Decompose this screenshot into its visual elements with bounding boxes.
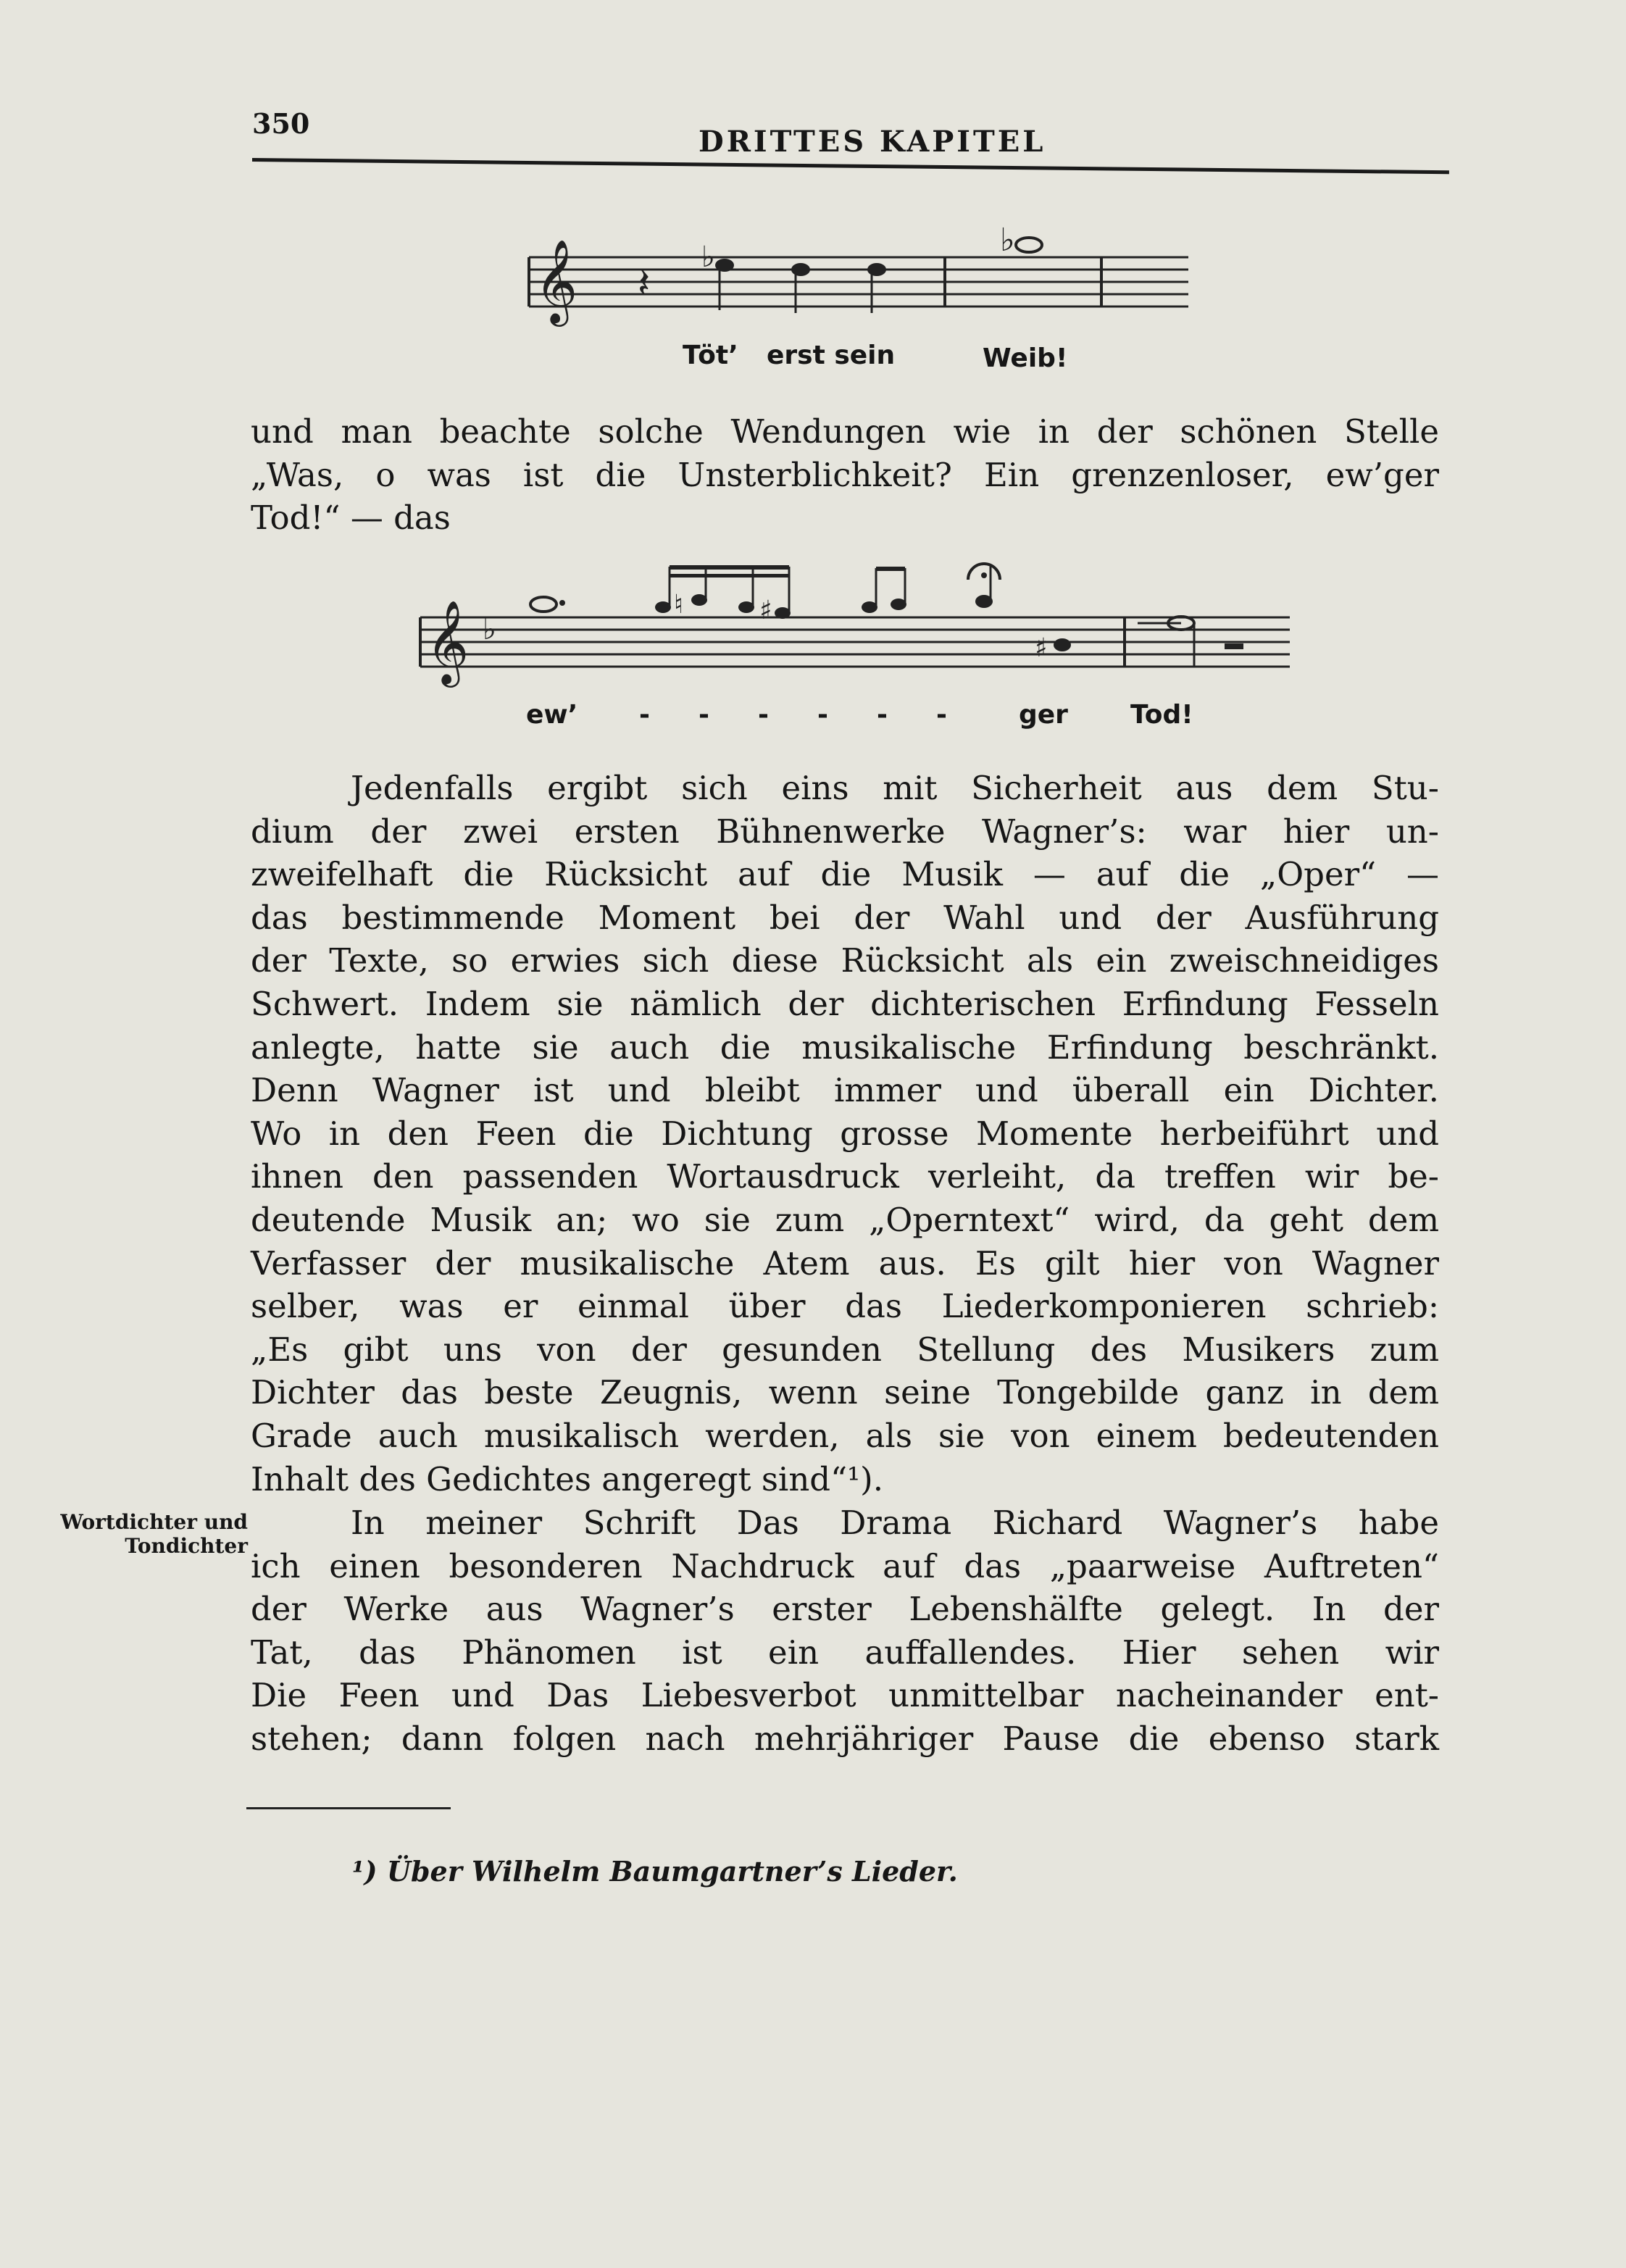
text-line: Tod!“ — das: [251, 499, 451, 538]
text-line: das bestimmende Moment bei der Wahl und der Ausführung: [251, 898, 1439, 937]
eighth-pair: [862, 567, 906, 613]
staff-lines: [420, 617, 1290, 667]
staff-lines: [529, 257, 1188, 307]
text-line: der Texte, so erwies sich diese Rücksicht als ein zweischneidiges: [251, 941, 1439, 980]
key-signature-flat-icon: ♭: [483, 613, 496, 646]
lyric-hyphen: -: [877, 700, 888, 730]
footnote-rule: [246, 1807, 451, 1809]
text-line: zweifelhaft die Rücksicht auf die Musik — auf die „Oper“ —: [251, 855, 1439, 894]
text-line: und man beachte solche Wendungen wie in der schönen Stelle: [251, 412, 1439, 451]
lyric-hyphen: -: [817, 700, 828, 730]
footnote: ¹) Über Wilhelm Baumgartner’s Lieder.: [352, 1855, 958, 1888]
lyric-hyphen: -: [699, 700, 709, 730]
quarter-notes: [715, 259, 886, 313]
text-line: Schwert. Indem sie nämlich der dichterischen Erfindung Fesseln: [251, 984, 1439, 1023]
music-example-2: [413, 551, 1304, 739]
lyric-syllable: Weib!: [983, 343, 1068, 373]
text-line: ihnen den passenden Wortausdruck verleiht, da treffen wir be-: [251, 1157, 1439, 1196]
marginal-note: [30, 1510, 248, 1558]
lyric-syllable: Tod!: [1130, 700, 1193, 730]
text-line: In meiner Schrift Das Drama Richard Wagner’s habe: [351, 1504, 1439, 1542]
text-line: anlegte, hatte sie auch die musikalische Erfindung beschränkt.: [251, 1027, 1439, 1067]
text-line: Inhalt des Gedichtes angeregt sind“¹).: [251, 1459, 884, 1498]
text-line: Jedenfalls ergibt sich eins mit Sicherheit aus dem Stu-: [351, 769, 1439, 807]
dotted-half-note: [530, 597, 556, 612]
text-line: „Es gibt uns von der gesunden Stellung des Musikers zum: [251, 1330, 1439, 1369]
music-example-1: [522, 225, 1203, 384]
lyric-syllable: erst sein: [767, 341, 896, 370]
treble-clef-icon: 𝄞: [426, 599, 470, 684]
text-line: Tat, das Phänomen ist ein auffallendes. Hier sehen wir: [251, 1633, 1439, 1672]
intro-text: [251, 410, 1439, 540]
half-rest-icon: [1225, 643, 1243, 649]
lyric-syllable: ger: [1019, 700, 1068, 730]
text-line: Verfasser der musikalische Atem aus. Es gilt hier von Wagner: [251, 1243, 1439, 1283]
lyric-syllable: Töt’: [683, 341, 738, 370]
flat-sign-icon: ♭: [1000, 225, 1015, 259]
whole-note: [1016, 238, 1042, 252]
lyric-syllable: ew’: [526, 700, 578, 730]
lyric-hyphen: -: [936, 700, 947, 730]
lyric-hyphen: -: [639, 700, 650, 730]
page-number: 350: [252, 107, 310, 140]
running-title: DRITTES KAPITEL: [699, 125, 1046, 159]
paragraph-2: [251, 1501, 1439, 1761]
flat-sign-icon: ♭: [701, 241, 715, 274]
natural-sign-icon: ♮: [674, 590, 683, 620]
quarter-rest-icon: 𝄽: [638, 260, 651, 307]
text-line: ich einen besonderen Nachdruck auf das „paarweise Auftreten“: [251, 1546, 1439, 1585]
text-line: Dichter das beste Zeugnis, wenn seine Tongebilde ganz in dem: [251, 1373, 1439, 1412]
text-line: „Was, o was ist die Unsterblichkeit? Ein grenzenloser, ew’ger: [251, 455, 1439, 494]
treble-clef-icon: 𝄞: [535, 238, 578, 323]
sharp-sign-icon: ♯: [1035, 633, 1048, 663]
sharp-sign-icon: ♯: [759, 596, 772, 625]
marginal-note-line: Tondichter: [125, 1534, 248, 1558]
lyric-hyphen: -: [758, 700, 769, 730]
text-line: der Werke aus Wagner’s erster Lebenshälfte gelegt. In der: [251, 1590, 1439, 1629]
paragraph-1: [251, 767, 1439, 1501]
marginal-note-line: Wortdichter und: [60, 1510, 248, 1534]
header-rule: [252, 158, 1449, 174]
text-line: Die Feen und Das Liebesverbot unmittelbar nacheinander ent-: [251, 1676, 1439, 1715]
text-line: Denn Wagner ist und bleibt immer und überall ein Dichter.: [251, 1071, 1439, 1110]
text-line: dium der zwei ersten Bühnenwerke Wagner’s: war hier un-: [251, 812, 1439, 851]
text-line: selber, was er einmal über das Liederkomponieren schrieb:: [251, 1287, 1439, 1326]
text-line: deutende Musik an; wo sie zum „Operntext“ wird, da geht dem: [251, 1200, 1439, 1239]
fermata-icon: [968, 564, 1000, 580]
text-line: Grade auch musikalisch werden, als sie von einem bedeutenden: [251, 1416, 1439, 1455]
text-line: Wo in den Feen die Dichtung grosse Momente herbeiführt und: [251, 1114, 1439, 1153]
text-line: stehen; dann folgen nach mehrjähriger Pause die ebenso stark: [251, 1719, 1439, 1758]
